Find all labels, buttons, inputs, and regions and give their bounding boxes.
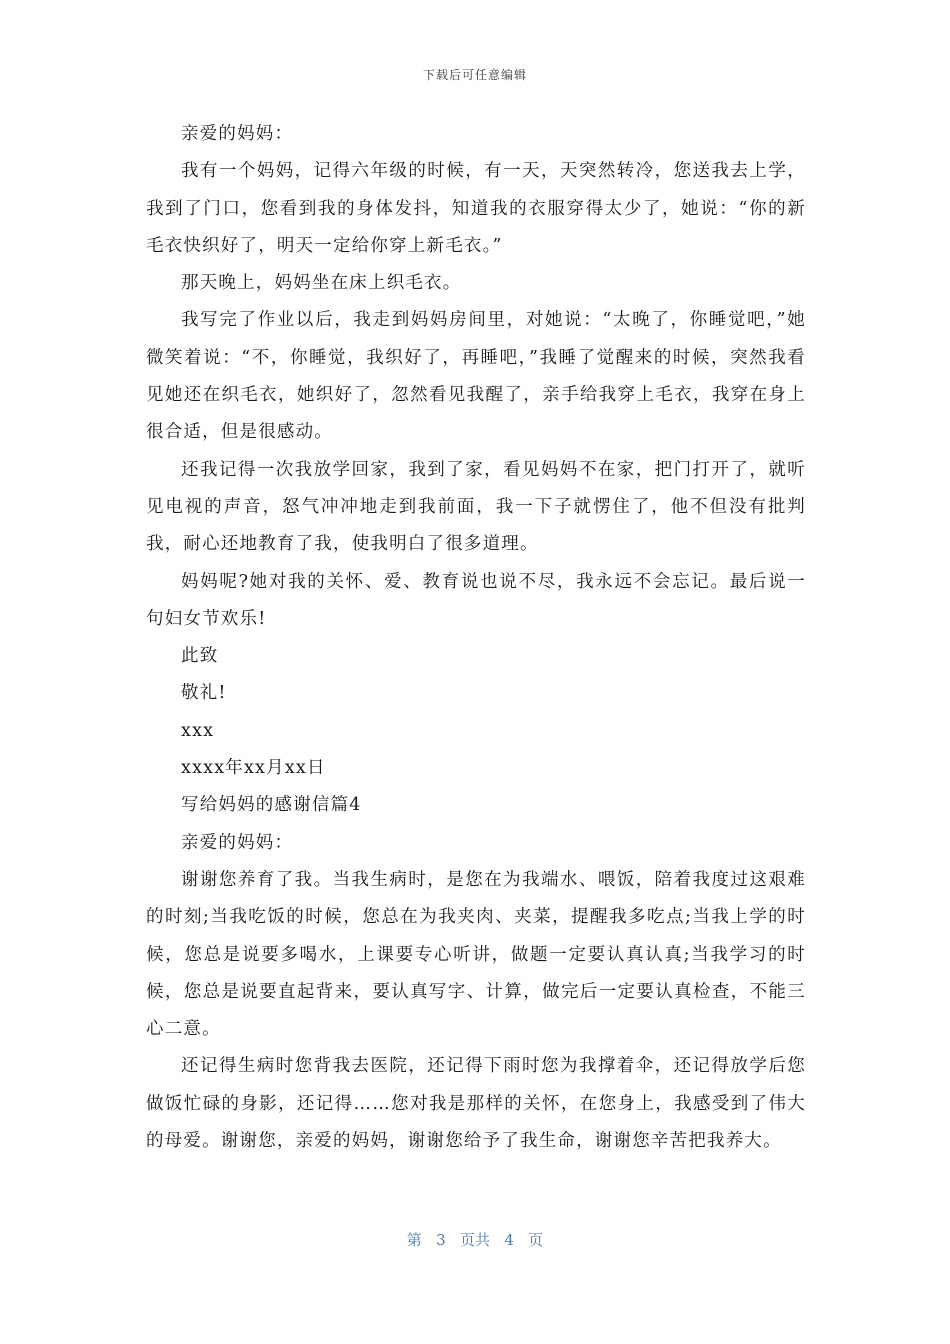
closing-line: 敬礼! — [181, 683, 227, 704]
paragraph: 还记得生病时您背我去医院，还记得下雨时您为我撑着伞，还记得放学后您做饭忙碌的身影，还记得……您对我是那样的关怀，在您身上，我感受到了伟大的母爱。谢谢您，亲爱的妈妈，谢谢您给予了我生命，谢谢您辛苦把我养大。 — [146, 1056, 806, 1152]
date-line: xxxx年xx月xx日 — [181, 758, 326, 779]
document-body — [146, 116, 806, 1160]
closing-line: 此致 — [181, 646, 219, 667]
total-pages-number: 4 — [504, 1231, 514, 1249]
paragraph: 还我记得一次我放学回家，我到了家，看见妈妈不在家，把门打开了，就听见电视的声音，怒气冲冲地走到我前面，我一下子就愣住了，他不但没有批判我，耐心还地教育了我，使我明白了很多道理。 — [146, 459, 806, 555]
paragraph: 我写完了作业以后，我走到妈妈房间里，对她说：“太晚了，你睡觉吧，”她微笑着说：“不，你睡觉，我织好了，再睡吧，”我睡了觉醒来的时候，突然我看见她还在织毛衣，她织好了，忽然看见我醒了，亲手给我穿上毛衣，我穿在身上很合适，但是很感动。 — [146, 310, 806, 443]
paragraph: 我有一个妈妈，记得六年级的时候，有一天，天突然转冷，您送我去上学，我到了门口，您看到我的身体发抖，知道我的衣服穿得太少了，她说：“你的新毛衣快织好了，明天一定给你穿上新毛衣。” — [146, 161, 806, 256]
paragraph: 那天晚上，妈妈坐在床上织毛衣。 — [181, 273, 462, 294]
footer-middle: 页共 — [459, 1231, 490, 1249]
signature: xxx — [181, 720, 215, 741]
page-header: 下载后可任意编辑 — [422, 68, 527, 82]
paragraph: 谢谢您养育了我。当我生病时，是您在为我端水、喂饭，陪着我度过这艰难的时刻;当我吃饭的时候，您总在为我夹肉、夹菜，提醒我多吃点;当我上学的时候，您总是说要多喝水，上课要专心听讲，做题一定要认真认真;当我学习的时候，您总是说要直起背来，要认真写字、计算，做完后一定要认真检查，不能三心二意。 — [146, 869, 806, 1040]
paragraph: 妈妈呢?她对我的关怀、爱、教育说也说不尽，我永远不会忘记。最后说一句妇女节欢乐! — [146, 571, 806, 629]
footer-suffix: 页 — [528, 1231, 544, 1249]
salutation: 亲爱的妈妈： — [181, 124, 294, 144]
current-page-number: 3 — [436, 1231, 446, 1249]
footer-prefix: 第 — [406, 1231, 422, 1249]
section-title: 写给妈妈的感谢信篇4 — [181, 795, 362, 816]
salutation: 亲爱的妈妈： — [181, 832, 294, 853]
page-footer — [0, 1229, 950, 1250]
